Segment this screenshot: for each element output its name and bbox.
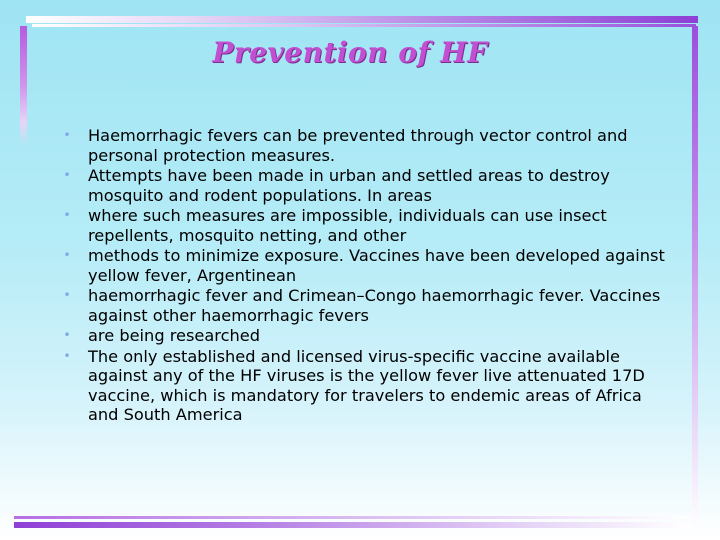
frame-top-bar (26, 16, 698, 23)
bullet-text: methods to minimize exposure. Vaccines have been developed against yellow fever, Argentinean (88, 246, 665, 285)
bullet-text: Haemorrhagic fevers can be prevented through vector control and personal protection measures. (88, 126, 628, 165)
bullet-icon: • (63, 328, 71, 342)
bullet-item (60, 347, 672, 425)
bullet-list (60, 126, 672, 426)
bullet-icon: • (63, 168, 71, 182)
bullet-icon: • (63, 248, 71, 262)
bullet-icon: • (63, 288, 71, 302)
bullet-item (60, 246, 672, 285)
bullet-item (60, 206, 672, 245)
bullet-item (60, 166, 672, 205)
bullet-text: where such measures are impossible, individuals can use insect repellents, mosquito netting, and other (88, 206, 607, 245)
bullet-text: Attempts have been made in urban and settled areas to destroy mosquito and rodent populations. In areas (88, 166, 610, 205)
bullet-item (60, 326, 672, 346)
bullet-icon: • (63, 128, 71, 142)
bullet-item (60, 286, 672, 325)
slide-title: Prevention of HF (212, 36, 488, 69)
bullet-icon: • (63, 348, 71, 363)
frame-top-inner-bar (32, 24, 696, 27)
bullet-icon: • (63, 208, 71, 222)
frame-bottom-inner-bar (14, 516, 690, 519)
frame-right-bar (692, 26, 698, 532)
bullet-text: The only established and licensed virus-specific vaccine available against any of the HF viruses is the yellow fever live attenuated 17D vaccine, which is mandatory for travelers to endemic areas of Africa and South America (88, 346, 645, 424)
frame-left-bar (20, 26, 27, 146)
bullet-item (60, 126, 672, 165)
bullet-text: are being researched (88, 326, 260, 345)
frame-bottom-bar (14, 522, 690, 528)
bullet-text: haemorrhagic fever and Crimean–Congo haemorrhagic fever. Vaccines against other haemorrhagic fevers (88, 286, 661, 325)
